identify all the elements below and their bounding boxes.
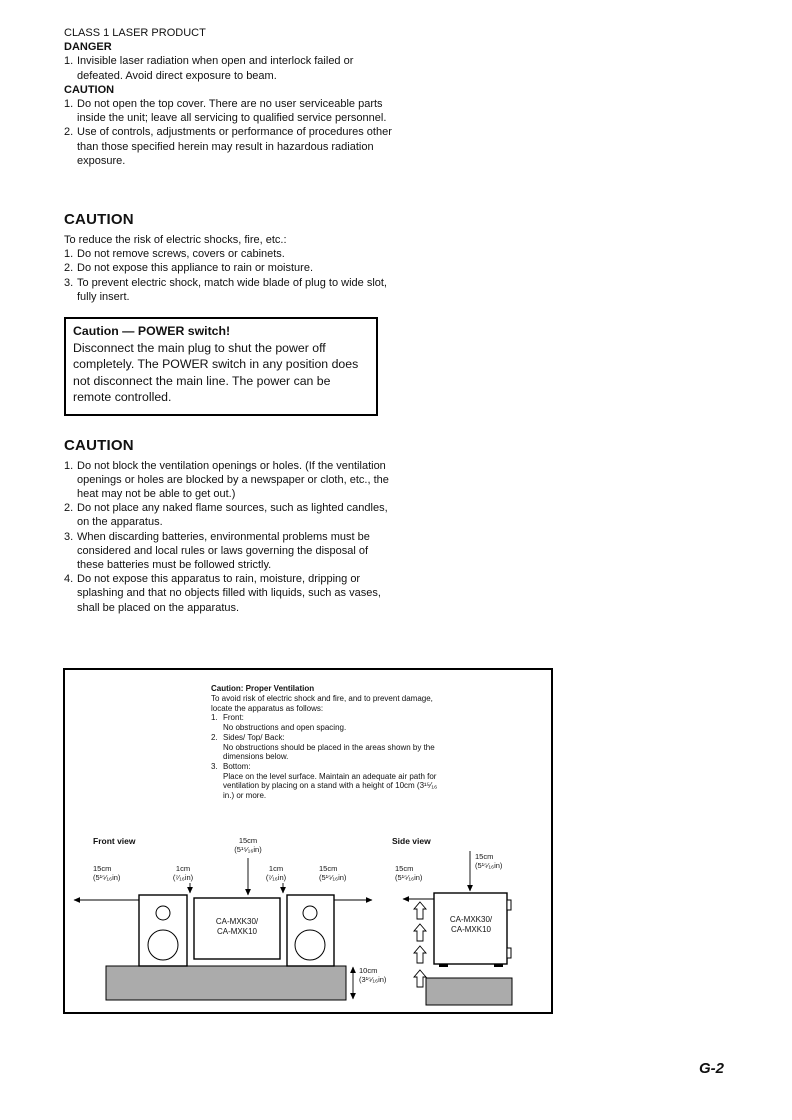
- airflow-up-arrow: [414, 970, 426, 987]
- model-line: CA-MXK10: [450, 924, 491, 934]
- list-text: Do not expose this appliance to rain or moisture.: [77, 262, 314, 275]
- left-speaker-woofer: [148, 930, 178, 960]
- dim-side-top: [475, 853, 502, 870]
- list-number: 3.: [64, 530, 74, 543]
- dim-value: 1cm: [268, 864, 284, 873]
- class-1-laser-label: CLASS 1 LASER PRODUCT: [64, 27, 206, 39]
- dim-value: 1cm: [175, 864, 191, 873]
- airflow-up-arrow: [414, 946, 426, 963]
- shock-item: [64, 247, 396, 261]
- list-number: 2.: [211, 732, 218, 742]
- side-base-stand: [426, 978, 512, 1005]
- laser-caution-item: [64, 97, 396, 125]
- figure-item-head: [211, 762, 449, 772]
- figure-item-head: [211, 733, 449, 743]
- dim-value: 10cm: [359, 966, 378, 975]
- airflow-up-arrow: [414, 902, 426, 919]
- caution-heading: CAUTION: [64, 436, 134, 454]
- dim-front-right: [319, 865, 346, 882]
- dim-value: 15cm: [238, 836, 258, 845]
- right-speaker-tweeter: [303, 906, 317, 920]
- list-text: Do not remove screws, covers or cabinets.: [77, 248, 285, 261]
- side-unit-foot: [494, 964, 503, 967]
- caution-intro: To reduce the risk of electric shocks, fire, etc.:: [64, 234, 287, 247]
- laser-caution-item: [64, 125, 396, 168]
- figure-item-text: Place on the level surface. Maintain an adequate air path for ventilation by placing on a stand with a height of 10cm (3¹⁵⁄₁₆ in.) or more.: [223, 771, 438, 801]
- figure-item-text: No obstructions should be placed in the areas shown by the dimensions below.: [223, 742, 435, 762]
- dim-value: 15cm: [475, 852, 494, 861]
- list-number: 1.: [64, 98, 74, 111]
- side-unit-model-label: [435, 915, 507, 934]
- ventilation-diagram: [66, 836, 552, 1010]
- list-text: Do not place any naked flame sources, such as lighted candles, on the apparatus.: [77, 502, 388, 529]
- dim-fraction: (3¹⁵⁄₁₆in): [359, 974, 387, 984]
- shock-item: [64, 261, 396, 275]
- caution-heading: CAUTION: [64, 211, 134, 229]
- list-text: Do not open the top cover. There are no user serviceable parts inside the unit; leave all servicing to qualified service personnel.: [77, 98, 387, 125]
- dim-value: 15cm: [395, 864, 414, 873]
- list-number: 3.: [64, 276, 74, 289]
- power-box-body: Disconnect the main plug to shut the power off completely. The POWER switch in any position does not disconnect the main line. The power can be remote controlled.: [73, 340, 359, 405]
- list-label: Front:: [223, 713, 244, 723]
- electric-shock-caution-section: [64, 210, 396, 304]
- side-unit-rear-tab: [507, 900, 511, 910]
- front-unit-model-label: [194, 917, 280, 936]
- figure-item-text: No obstructions and open spacing.: [223, 723, 347, 733]
- figure-title: Caution: Proper Ventilation: [211, 684, 315, 693]
- list-label: Sides/ Top/ Back:: [223, 732, 285, 742]
- left-speaker-tweeter: [156, 906, 170, 920]
- ventilation-caution-section: [64, 436, 396, 615]
- dim-front-gap-right: [254, 865, 298, 882]
- power-box-title: Caution — POWER switch!: [73, 324, 231, 339]
- proper-ventilation-figure: [63, 668, 553, 1014]
- dim-value: 15cm: [93, 864, 112, 873]
- ventilation-item: [64, 459, 396, 502]
- dim-fraction: (5¹⁵⁄₁₆in): [395, 872, 423, 882]
- ventilation-item: [64, 501, 396, 529]
- list-text: To prevent electric shock, match wide blade of plug to wide slot, fully insert.: [77, 276, 387, 303]
- dim-fraction: (5¹⁵⁄₁₆in): [319, 872, 347, 882]
- list-number: 2.: [64, 502, 74, 515]
- danger-list-item: [64, 54, 396, 82]
- power-switch-caution-box: [64, 317, 378, 416]
- laser-warning-section: [64, 26, 396, 168]
- list-text: Do not expose this apparatus to rain, moisture, dripping or splashing and that no objects filled with liquids, such as vases, shall be placed on the apparatus.: [77, 573, 381, 614]
- side-unit-foot: [439, 964, 448, 967]
- dim-value: 15cm: [319, 864, 338, 873]
- list-number: 2.: [64, 126, 74, 139]
- side-unit-rear-tab: [507, 948, 511, 958]
- right-speaker-woofer: [295, 930, 325, 960]
- list-text: Invisible laser radiation when open and interlock failed or defeated. Avoid direct exposure to beam.: [77, 55, 354, 82]
- list-number: 4.: [64, 573, 74, 586]
- model-line: CA-MXK30/: [449, 915, 493, 924]
- figure-text-block: [211, 684, 449, 801]
- list-number: 2.: [64, 262, 74, 275]
- danger-heading: DANGER: [64, 41, 112, 54]
- list-number: 1.: [64, 55, 74, 68]
- side-view-label: Side view: [392, 836, 431, 846]
- list-text: Do not block the ventilation openings or holes. (If the ventilation openings or holes are blocked by a newspaper or cloth, etc., the heat may not be able to get out.): [77, 459, 389, 500]
- airflow-up-arrow: [414, 924, 426, 941]
- dim-fraction: (⁷⁄₁₆in): [265, 872, 287, 882]
- dim-fraction: (⁷⁄₁₆in): [172, 872, 194, 882]
- list-number: 1.: [64, 459, 74, 472]
- list-number: 1.: [64, 248, 74, 261]
- dim-front-left: [93, 865, 120, 882]
- ventilation-item: [64, 530, 396, 573]
- laser-caution-heading: CAUTION: [64, 83, 115, 96]
- shock-item: [64, 276, 396, 304]
- dim-side-left: [395, 865, 422, 882]
- model-line: CA-MXK30/: [215, 917, 259, 926]
- list-text: When discarding batteries, environmental problems must be considered and local rules or laws governing the disposal of these batteries must be followed strictly.: [77, 530, 370, 571]
- list-label: Bottom:: [223, 761, 251, 771]
- dim-fraction: (5¹⁵⁄₁₆in): [475, 860, 503, 870]
- dim-stand-height: [359, 967, 386, 984]
- ventilation-item: [64, 572, 396, 615]
- dim-fraction: (5¹⁵⁄₁₆in): [93, 872, 121, 882]
- figure-intro: To avoid risk of electric shock and fire, and to prevent damage, locate the apparatus as follows:: [211, 694, 433, 713]
- list-text: Use of controls, adjustments or performance of procedures other than those specified herein may result in hazardous radiation exposure.: [77, 126, 392, 167]
- list-number: 1.: [211, 713, 218, 723]
- dim-front-top: [218, 837, 278, 854]
- model-line: CA-MXK10: [216, 926, 257, 936]
- main-text-column: [64, 26, 396, 615]
- front-base-stand: [106, 966, 346, 1000]
- dim-fraction: (5¹⁵⁄₁₆in): [234, 844, 262, 854]
- list-number: 3.: [211, 761, 218, 771]
- front-view-label: Front view: [93, 836, 136, 846]
- dim-front-gap-left: [161, 865, 205, 882]
- page-number: G-2: [698, 1060, 724, 1077]
- figure-item-head: [211, 713, 449, 723]
